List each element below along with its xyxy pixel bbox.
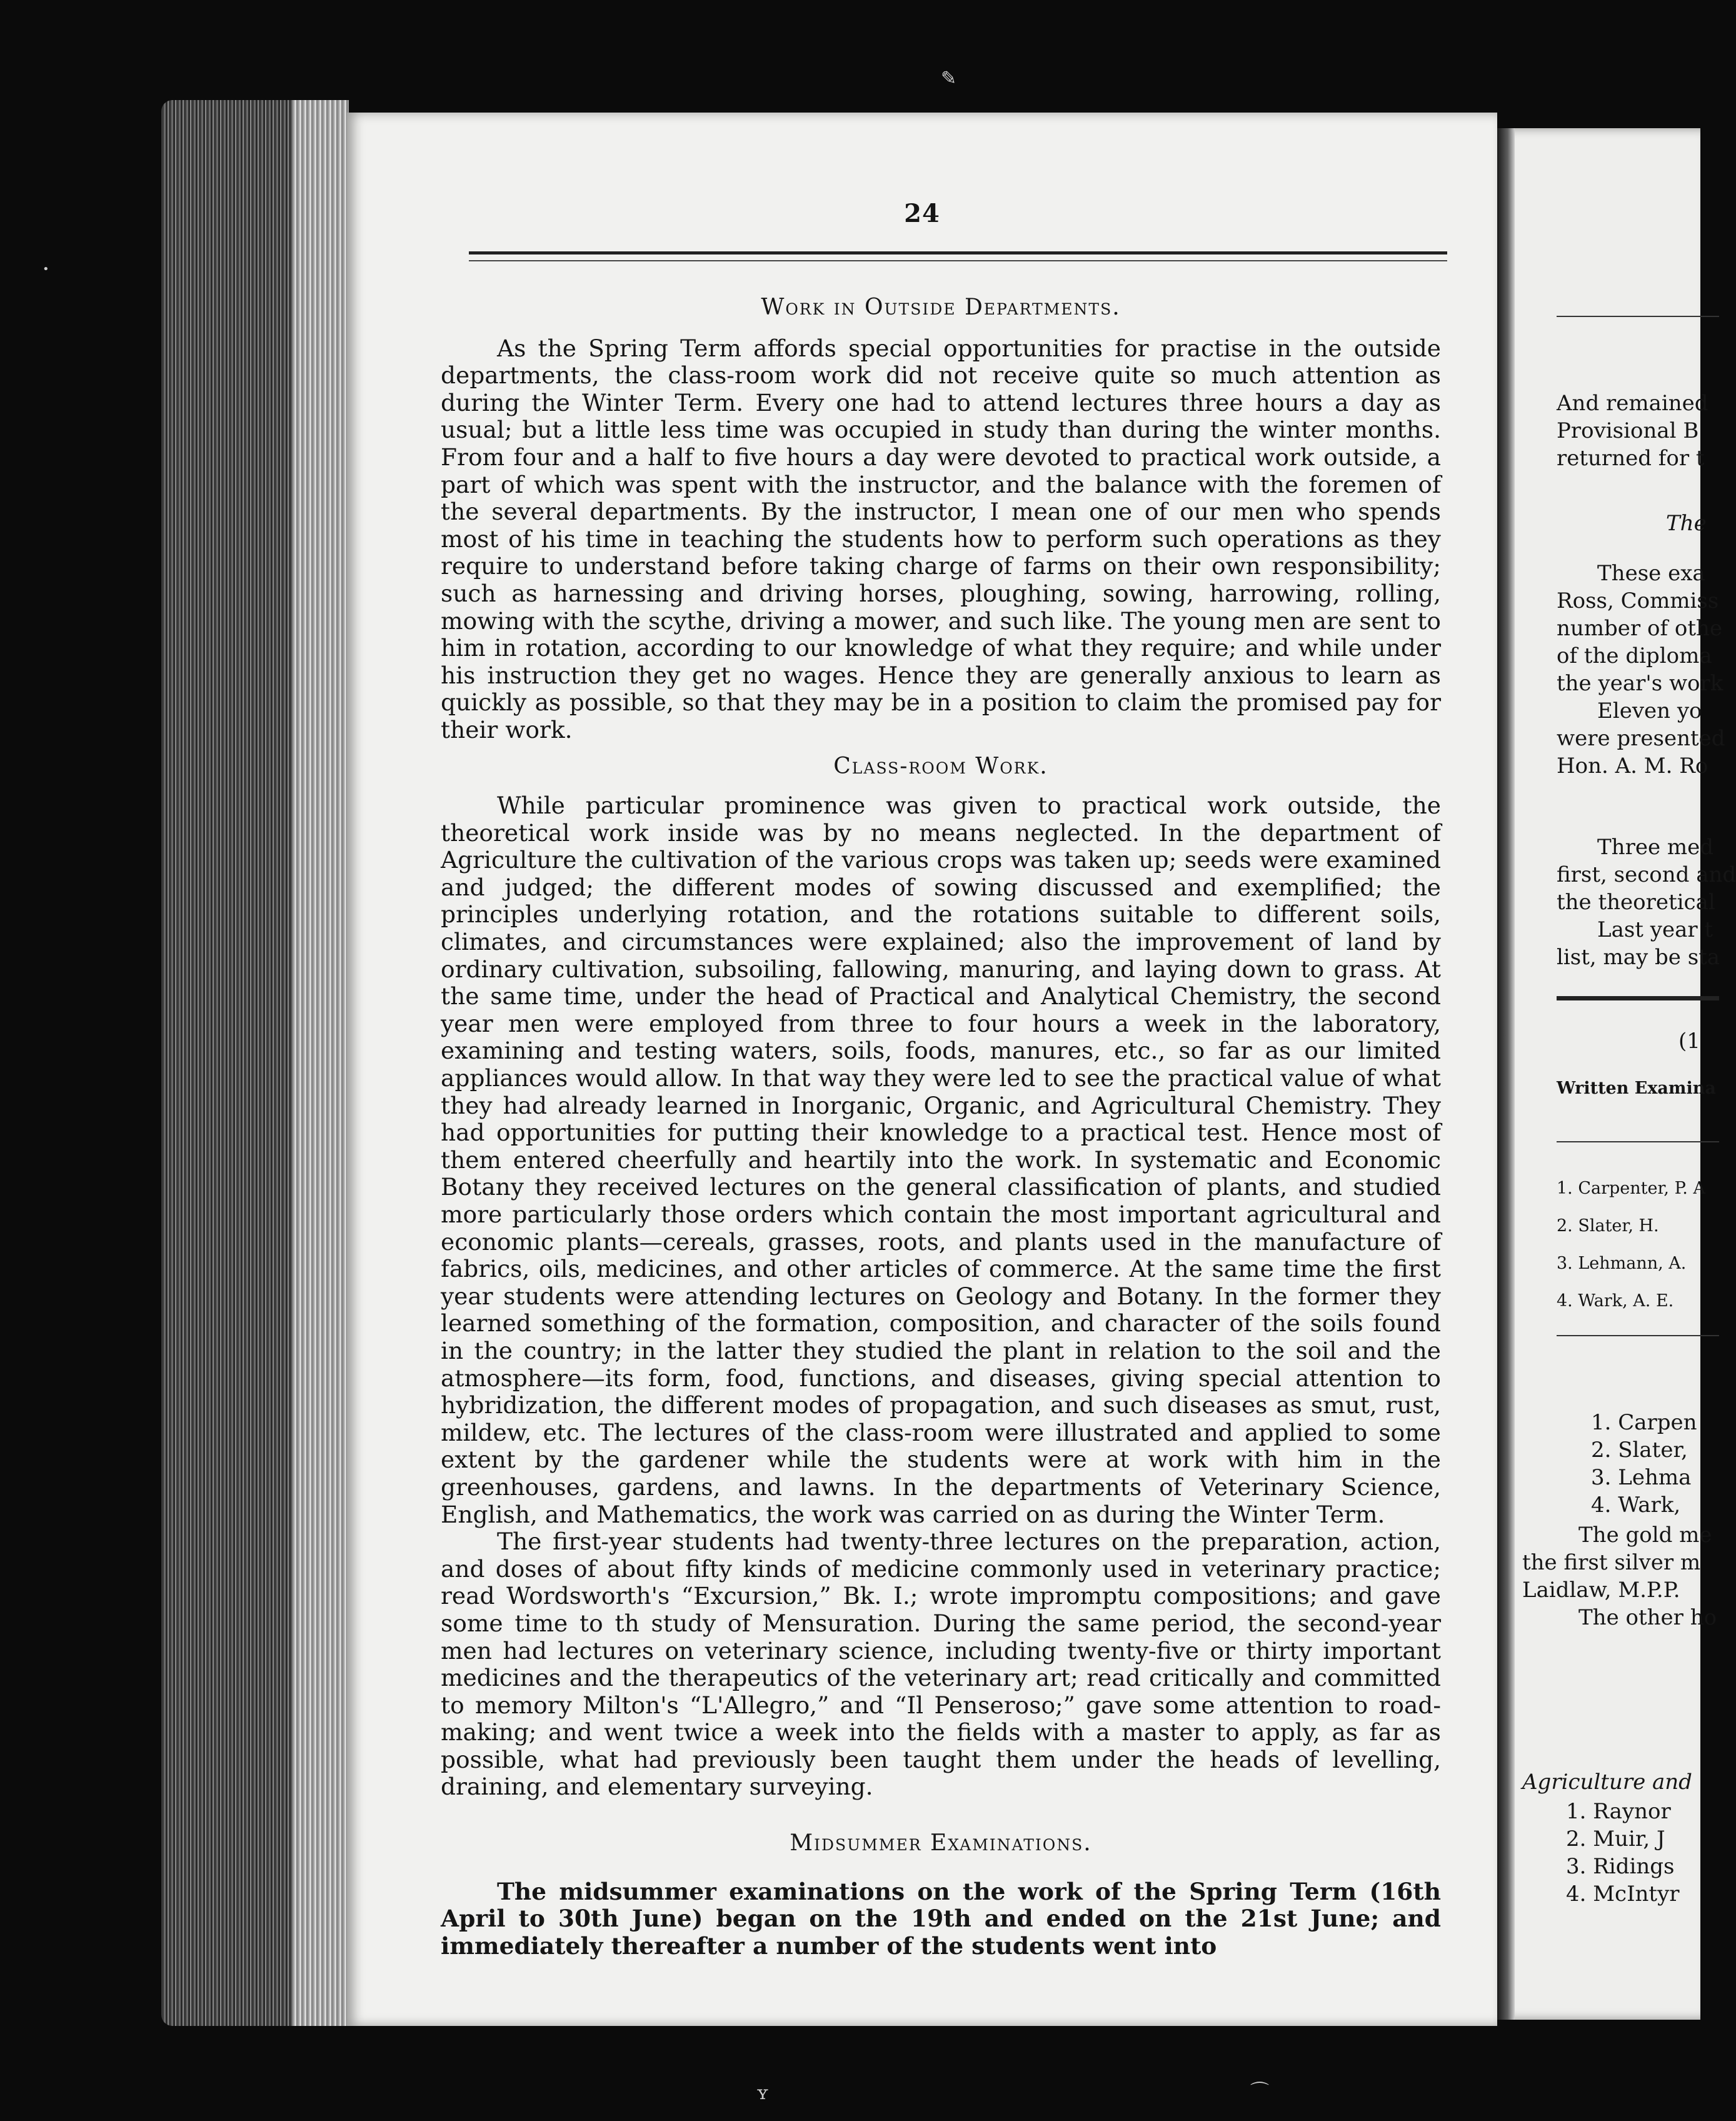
facing-line: Last year t <box>1597 917 1713 942</box>
book-page-left <box>347 113 1497 2026</box>
facing-rule <box>1557 1141 1719 1142</box>
list-item: 3. Lehma <box>1591 1465 1692 1490</box>
facing-line: Laidlaw, M.P.P. <box>1522 1578 1680 1603</box>
table-header: Written Examina <box>1557 1079 1716 1098</box>
section-heading: Class-room Work. <box>833 753 1048 779</box>
facing-line: Three med <box>1597 835 1714 860</box>
facing-rule <box>1557 316 1719 317</box>
paragraph: The first-year students had twenty-three lectures on the preparation, action, and doses of about fifty kinds of medicine commonly used in veterinary practice; read Wordsworth's “Excursion,” Bk. I.; wrote impromptu compositions; and gave some time to th study of Mensuration. During the same period, the second-year men had lectures on veterinary science, including twenty-five or thirty important medicines and the therapeutics of the veterinary art; read critically and committed to memory Milton's “L'Allegro,” and “Il Penseroso;” gave some attention to road-making; and went twice a week into the fields with a master to apply, as far as possible, what had previously been taught them under the heads of levelling, draining, and elementary surveying. <box>441 1528 1441 1801</box>
list-item: 2. Slater, <box>1591 1438 1688 1463</box>
subject-heading: Agriculture and <box>1522 1770 1692 1795</box>
page-number: 24 <box>904 199 940 228</box>
list-item: 1. Carpen <box>1591 1410 1697 1435</box>
facing-line: the theoretical <box>1557 890 1715 915</box>
facing-line: (1 <box>1678 1029 1700 1054</box>
list-item: 3. Ridings <box>1566 1854 1675 1879</box>
facing-rule <box>1557 996 1719 1000</box>
speck-mark: ✎ <box>941 68 957 89</box>
header-rule <box>469 251 1447 254</box>
table-row: 4. Wark, A. E. <box>1557 1291 1674 1311</box>
facing-line: These exa <box>1597 561 1705 586</box>
facing-line: number of othe <box>1557 616 1722 641</box>
list-item: 4. Wark, <box>1591 1493 1681 1518</box>
facing-line: The gold me <box>1578 1523 1712 1548</box>
section-heading: Midsummer Examinations. <box>790 1830 1092 1857</box>
facing-line: And remained <box>1557 391 1708 416</box>
gutter-shadow <box>1497 128 1515 2020</box>
paragraph: The midsummer examinations on the work of the Spring Term (16th April to 30th June) began on the 19th and ended on the 21st June; and immediately thereafter a number of the students went into <box>441 1877 1441 1960</box>
fore-edge <box>293 100 349 2026</box>
table-row: 3. Lehmann, A. <box>1557 1254 1687 1273</box>
list-item: 4. McIntyr <box>1566 1882 1680 1907</box>
speck-mark: ⌒ <box>1250 2081 1269 2103</box>
facing-line: first, second and <box>1557 862 1736 887</box>
facing-line: of the diploma <box>1557 643 1712 668</box>
facing-heading: The <box>1666 511 1707 536</box>
facing-line: Eleven yo <box>1597 698 1702 723</box>
book-page-edges <box>161 100 349 2026</box>
paragraph: As the Spring Term affords special opportunities for practise in the outside departments, the class-room work did not receive quite so much attention as during the Winter Term. Every one had to attend lectures three hours a day as usual; but a little less time was occupied in study than during the winter months. From four and a half to five hours a day were devoted to practical work outside, a part of which was spent with the instructor, and the balance with the foremen of the several departments. By the instructor, I mean one of our men who spends most of his time in teaching the students how to perform such operations as they require to understand before taking charge of farms on their own responsibility; such as harnessing and driving horses, ploughing, sowing, harrowing, rolling, mowing with the scythe, driving a mower, and such like. The young men are sent to him in rotation, according to our knowledge of what they require; and while under his instruction they get no wages. Hence they are generally anxious to learn as quickly as possible, so that they may be in a position to claim the promised pay for their work. <box>441 334 1441 743</box>
facing-line: Hon. A. M. Ro <box>1557 753 1708 778</box>
header-rule-thin <box>469 260 1447 261</box>
table-row: 1. Carpenter, P. A <box>1557 1179 1705 1198</box>
facing-line: Provisional B <box>1557 418 1699 443</box>
paragraph: While particular prominence was given to practical work outside, the theoretical work inside was by no means neglected. In the department of Agriculture the cultivation of the various crops was taken up; seeds were examined and judged; the different modes of sowing discussed and exemplified; the principles underlying rotation, and the rotations suitable to different soils, climates, and circumstances were explained; also the improvement of land by ordinary cultivation, subsoiling, fallowing, manuring, and laying down to grass. At the same time, under the head of Practical and Analytical Chemistry, the second year men were employed from three to four hours a week in the laboratory, examining and testing waters, soils, foods, manures, etc., so far as our limited appliances would allow. In that way they were led to see the practical value of what they had already learned in Inorganic, Organic, and Agricultural Chemistry. They had opportunities for putting their knowledge to a practical test. Hence most of them entered cheerfully and heartily into the work. In systematic and Economic Botany they received lectures on the general classification of plants, and studied more particularly those orders which contain the most important agricultural and economic plants—cereals, grasses, roots, and plants used in the manufacture of fabrics, oils, medicines, and other articles of commerce. At the same time the first year students were attending lectures on Geology and Botany. In the former they learned something of the formation, composition, and character of the soils found in the country; in the latter they studied the plant in relation to the soil and the atmosphere—its form, food, functions, and diseases, giving special attention to hybridization, the different modes of propagation, and such diseases as smut, rust, mildew, etc. The lectures of the class-room were illustrated and applied to some extent by the gardener while the students were at work with him in the greenhouses, gardens, and lawns. In the departments of Veterinary Science, English, and Mathematics, the work was carried on as during the Winter Term. <box>441 792 1441 1528</box>
facing-line: the year's work <box>1557 671 1723 696</box>
list-item: 1. Raynor <box>1566 1799 1671 1824</box>
list-item: 2. Muir, J <box>1566 1826 1665 1851</box>
facing-line: returned for t <box>1557 446 1705 471</box>
section-heading: Work in Outside Departments. <box>761 295 1121 320</box>
facing-line: the first silver m <box>1522 1550 1701 1575</box>
book-page-right <box>1497 128 1736 2020</box>
facing-line: were presented <box>1557 726 1725 751</box>
facing-line: list, may be sta <box>1557 945 1720 970</box>
facing-line: The other ho <box>1578 1605 1717 1630</box>
speck-mark: ʏ <box>756 2082 769 2104</box>
facing-rule <box>1557 1335 1719 1336</box>
facing-line: Ross, Commiss <box>1557 588 1719 613</box>
page-body <box>441 294 1441 1960</box>
table-row: 2. Slater, H. <box>1557 1216 1659 1236</box>
speck-mark: • <box>43 263 49 276</box>
